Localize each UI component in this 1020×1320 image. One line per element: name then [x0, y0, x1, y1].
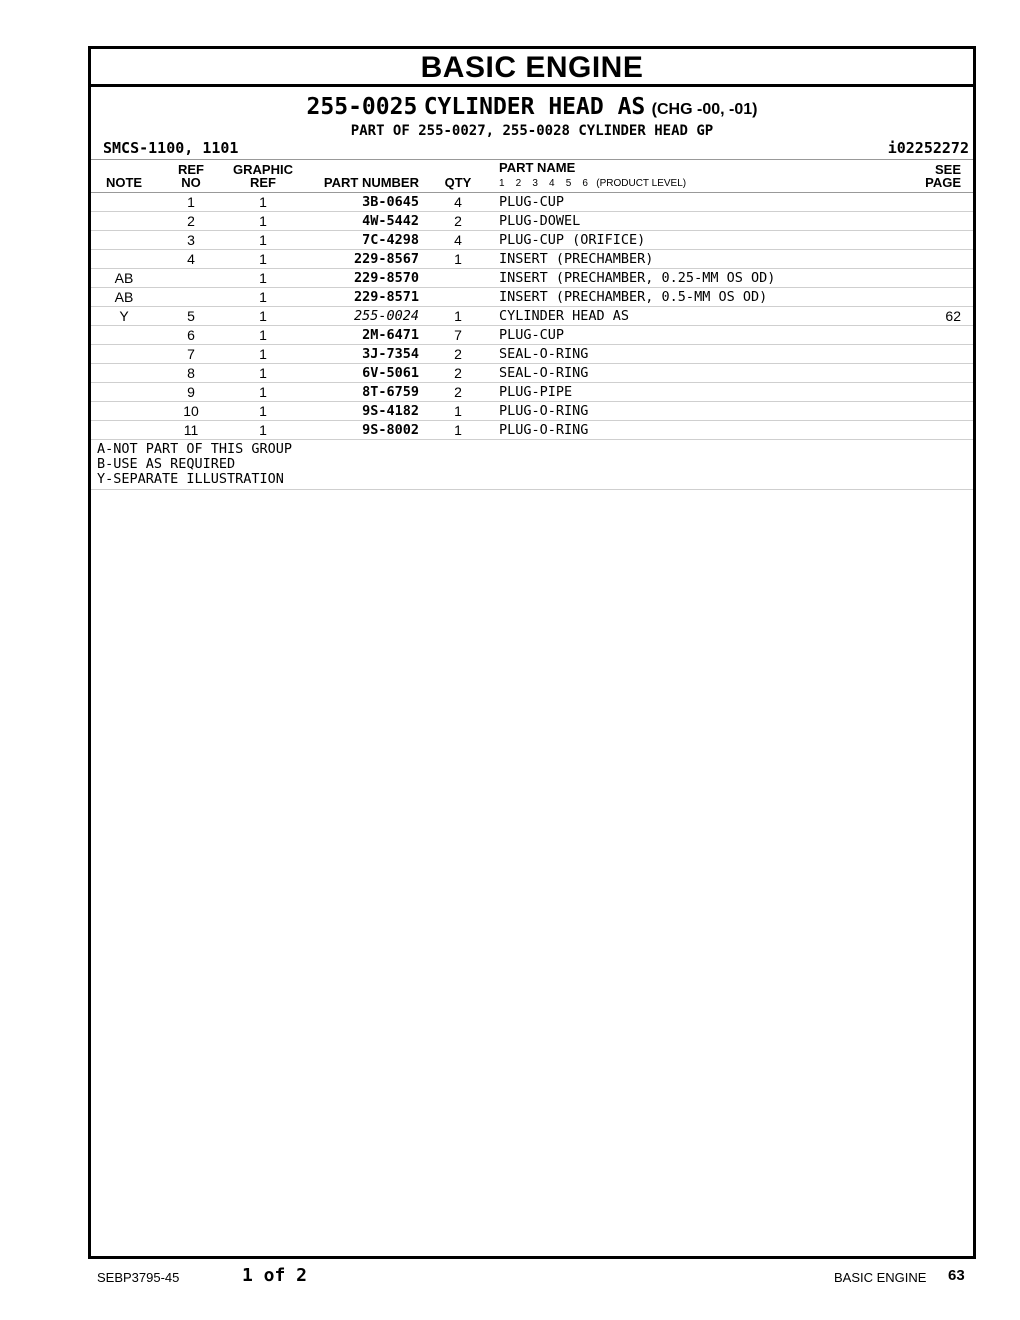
- header-ref-bottom: NO: [181, 175, 201, 190]
- table-row: [91, 269, 973, 288]
- part-number-cell: 8T-6759: [362, 384, 419, 400]
- table-row: [91, 231, 973, 250]
- part-of-line: PART OF 255-0027, 255-0028 CYLINDER HEAD GP: [350, 123, 714, 139]
- graphic-ref-cell: 1: [259, 270, 267, 286]
- group-number: 255-0025: [306, 94, 418, 120]
- table-row: [91, 345, 973, 364]
- change-level: (CHG -00, -01): [651, 101, 758, 118]
- part-name-cell: SEAL-O-RING: [499, 346, 589, 362]
- legend-item: Y-SEPARATE ILLUSTRATION: [97, 471, 284, 487]
- header-product-level: 1 2 3 4 5 6 (PRODUCT LEVEL): [499, 178, 687, 189]
- graphic-ref-cell: 1: [259, 289, 267, 305]
- header-see-top: SEE: [934, 162, 961, 177]
- qty-cell: 4: [454, 232, 462, 248]
- qty-cell: 1: [454, 422, 462, 438]
- smcs-code: SMCS-1100, 1101: [103, 139, 239, 157]
- graphic-ref-cell: 1: [259, 365, 267, 381]
- qty-cell: 1: [454, 251, 462, 267]
- qty-cell: 1: [454, 308, 462, 324]
- note-legend: [91, 440, 973, 490]
- table-row: [91, 307, 973, 326]
- group-heading: [91, 87, 973, 123]
- ref-no-cell: 3: [187, 232, 195, 248]
- table-row: [91, 402, 973, 421]
- table-row: [91, 364, 973, 383]
- table-row: [91, 421, 973, 440]
- page-footer: [0, 1262, 1020, 1292]
- header-part-number: PART NUMBER: [323, 175, 419, 190]
- part-number-cell: 9S-4182: [362, 403, 419, 419]
- ref-no-cell: 1: [187, 194, 195, 210]
- part-name-cell: INSERT (PRECHAMBER, 0.25-MM OS OD): [499, 270, 776, 286]
- table-header: [91, 159, 973, 193]
- parts-table-body: [91, 193, 973, 440]
- qty-cell: 4: [454, 194, 462, 210]
- header-part-name: PART NAME: [499, 160, 576, 175]
- see-page-cell[interactable]: 62: [945, 308, 961, 324]
- ref-no-cell: 6: [187, 327, 195, 343]
- ref-no-cell: 5: [187, 308, 195, 324]
- part-number-cell: 255-0024: [353, 308, 419, 324]
- part-name-cell: PLUG-DOWEL: [499, 213, 581, 229]
- header-see-bottom: PAGE: [925, 175, 961, 190]
- note-cell: AB: [114, 289, 134, 305]
- part-number-cell: 3B-0645: [362, 194, 419, 210]
- graphic-ref-cell: 1: [259, 213, 267, 229]
- header-ref-top: REF: [178, 162, 204, 177]
- table-row: [91, 383, 973, 402]
- graphic-ref-cell: 1: [259, 194, 267, 210]
- part-name-cell: PLUG-CUP: [499, 327, 565, 343]
- note-cell: Y: [119, 308, 129, 324]
- footer-page-number: 63: [948, 1267, 965, 1284]
- qty-cell: 2: [454, 384, 462, 400]
- ref-no-cell: 4: [187, 251, 195, 267]
- ref-no-cell: 2: [187, 213, 195, 229]
- part-name-cell: PLUG-O-RING: [499, 422, 589, 438]
- illustration-id: i02252272: [887, 139, 969, 157]
- part-name-cell: SEAL-O-RING: [499, 365, 589, 381]
- footer-page-of: 1 of 2: [242, 1265, 308, 1286]
- graphic-ref-cell: 1: [259, 327, 267, 343]
- part-number-cell: 9S-8002: [362, 422, 419, 438]
- header-graphic-top: GRAPHIC: [233, 162, 293, 177]
- footer-doc-number: SEBP3795-45: [97, 1270, 180, 1285]
- graphic-ref-cell: 1: [259, 232, 267, 248]
- section-title: BASIC ENGINE: [91, 49, 973, 87]
- graphic-ref-cell: 1: [259, 422, 267, 438]
- part-number-cell: 2M-6471: [362, 327, 419, 343]
- graphic-ref-cell: 1: [259, 251, 267, 267]
- table-row: [91, 326, 973, 345]
- ref-no-cell: 9: [187, 384, 195, 400]
- ref-no-cell: 10: [183, 403, 199, 419]
- qty-cell: 2: [454, 213, 462, 229]
- legend-item: B-USE AS REQUIRED: [97, 456, 236, 472]
- part-name-cell: INSERT (PRECHAMBER, 0.5-MM OS OD): [499, 289, 768, 305]
- footer-section: BASIC ENGINE: [834, 1270, 927, 1285]
- qty-cell: 7: [454, 327, 462, 343]
- part-name-cell: PLUG-O-RING: [499, 403, 589, 419]
- group-name: CYLINDER HEAD AS: [423, 94, 646, 120]
- table-row: [91, 250, 973, 269]
- part-name-cell: PLUG-CUP (ORIFICE): [499, 232, 646, 248]
- header-graphic-bottom: REF: [250, 175, 276, 190]
- graphic-ref-cell: 1: [259, 346, 267, 362]
- legend-item: A-NOT PART OF THIS GROUP: [97, 441, 293, 457]
- part-number-cell: 229-8570: [353, 270, 419, 286]
- smcs-row: [91, 135, 973, 159]
- ref-no-cell: 11: [183, 422, 199, 438]
- table-row: [91, 288, 973, 307]
- part-number-cell: 7C-4298: [362, 232, 419, 248]
- part-number-cell: 229-8567: [353, 251, 419, 267]
- header-qty: QTY: [444, 175, 472, 190]
- note-cell: AB: [114, 270, 134, 286]
- part-name-cell: PLUG-CUP: [499, 194, 565, 210]
- group-title-block: [91, 87, 973, 139]
- table-row: [91, 212, 973, 231]
- ref-no-cell: 8: [187, 365, 195, 381]
- part-number-cell: 3J-7354: [362, 346, 419, 362]
- graphic-ref-cell: 1: [259, 384, 267, 400]
- ref-no-cell: 7: [187, 346, 195, 362]
- part-name-cell: PLUG-PIPE: [499, 384, 573, 400]
- part-number-cell: 4W-5442: [362, 213, 419, 229]
- part-number-cell: 229-8571: [353, 289, 419, 305]
- part-name-cell: CYLINDER HEAD AS: [499, 308, 630, 324]
- page-frame: [88, 46, 976, 1259]
- graphic-ref-cell: 1: [259, 308, 267, 324]
- header-note: NOTE: [105, 175, 143, 190]
- qty-cell: 2: [454, 346, 462, 362]
- table-row: [91, 193, 973, 212]
- qty-cell: 2: [454, 365, 462, 381]
- qty-cell: 1: [454, 403, 462, 419]
- part-name-cell: INSERT (PRECHAMBER): [499, 251, 654, 267]
- part-number-cell: 6V-5061: [362, 365, 419, 381]
- graphic-ref-cell: 1: [259, 403, 267, 419]
